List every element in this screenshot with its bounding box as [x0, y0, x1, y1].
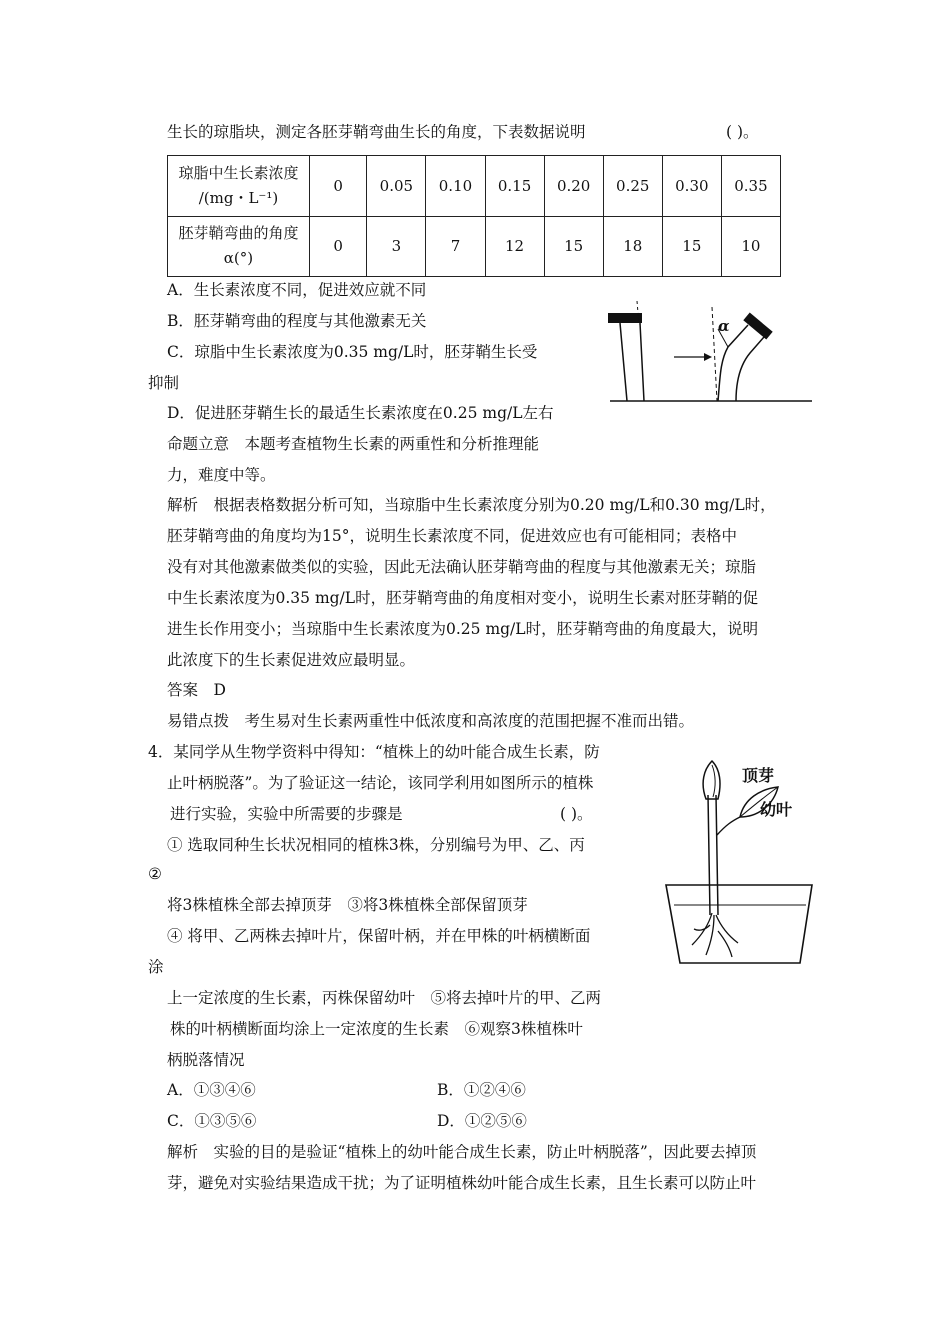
table-cell: 3 — [367, 216, 426, 277]
plant-figure — [660, 755, 820, 970]
table-cell: 0.30 — [662, 156, 721, 217]
q4-step-4-5: 柄脱落情况 — [167, 1051, 245, 1069]
roots — [692, 913, 738, 957]
q3-analysis-1: 解析 根据表格数据分析可知，当琼脂中生长素浓度分别为0.20 mg/L和0.30 mg/L时， — [167, 496, 776, 514]
q4-option-a: A．①③④⑥ — [167, 1081, 256, 1099]
q4-analysis-2: 芽，避免对实验结果造成干扰；为了证明植株幼叶能合成生长素，且生长素可以防止叶 — [167, 1174, 757, 1192]
table-cell: 18 — [603, 216, 662, 277]
q3-intent: 命题立意 本题考查植物生长素的两重性和分析推理能 — [167, 435, 540, 453]
table-cell: 0.15 — [485, 156, 544, 217]
plant-stem — [708, 795, 718, 915]
label-young-leaf: 幼叶 — [760, 800, 793, 819]
q4-step-4-4: 株的叶柄横断面均涂上一定浓度的生长素 ⑥观察3株植株叶 — [170, 1020, 583, 1038]
q4-option-d: D．①②⑤⑥ — [437, 1112, 527, 1130]
q3-option-a: A．生长素浓度不同，促进效应就不同 — [167, 281, 427, 299]
table-cell: 0 — [309, 156, 366, 217]
coleoptile-figure — [600, 295, 825, 410]
dashed-reference-right — [712, 307, 717, 401]
q3-analysis-5: 进生长作用变小；当琼脂中生长素浓度为0.25 mg/L时，胚芽鞘弯曲的角度最大，说明 — [167, 620, 759, 638]
data-table — [167, 155, 781, 277]
coleoptile-straight — [620, 323, 644, 401]
q4-step-2: 将3株植株全部去掉顶芽 ③将3株植株全部保留顶芽 — [167, 896, 528, 914]
q4-step-4-3: 上一定浓度的生长素，丙株保留幼叶 ⑤将去掉叶片的甲、乙两 — [167, 989, 602, 1007]
q3-intent-cont: 力，难度中等。 — [167, 466, 276, 484]
table-cell: 12 — [485, 216, 544, 277]
table-cell: 0.10 — [426, 156, 485, 217]
coleoptile-bent-right-edge — [736, 337, 764, 401]
arrow-head-icon — [704, 353, 712, 361]
bud-detail — [712, 765, 715, 797]
q3-analysis-6: 此浓度下的生长素促进效应最明显。 — [167, 651, 416, 669]
q4-analysis-1: 解析 实验的目的是验证“植株上的幼叶能合成生长素，防止叶柄脱落”，因此要去掉顶 — [167, 1143, 757, 1161]
row1-header — [168, 156, 310, 217]
row1-header-line1: 琼脂中生长素浓度 — [178, 163, 299, 182]
q4-stem-1: 4．某同学从生物学资料中得知：“植株上的幼叶能合成生长素，防 — [148, 743, 600, 761]
row2-header-line2: α(°) — [223, 249, 254, 268]
table-cell: 0.25 — [603, 156, 662, 217]
q4-option-b: B．①②④⑥ — [437, 1081, 526, 1099]
table-cell: 0.20 — [544, 156, 603, 217]
q4-answer-paren: ( )。 — [560, 805, 593, 823]
row2-header — [168, 216, 310, 277]
q4-step-1: ① 选取同种生长状况相同的植株3株，分别编号为甲、乙、丙 — [167, 836, 585, 854]
q4-step-2-mark: ② — [148, 865, 162, 883]
q3-option-b: B．胚芽鞘弯曲的程度与其他激素无关 — [167, 312, 427, 330]
q4-step-4-2: 涂 — [148, 958, 164, 976]
pot-outline — [666, 885, 812, 963]
row2-header-line1: 胚芽鞘弯曲的角度 — [178, 224, 299, 243]
table-cell: 7 — [426, 216, 485, 277]
alpha-label: α — [718, 317, 730, 335]
label-apical-bud: 顶芽 — [742, 766, 775, 785]
q3-option-c: C．琼脂中生长素浓度为0.35 mg/L时，胚芽鞘生长受 — [167, 343, 538, 361]
row1-header-line2: /(mg・L⁻¹) — [198, 188, 279, 207]
q3-option-d: D．促进胚芽鞘生长的最适生长素浓度在0.25 mg/L左右 — [167, 404, 554, 422]
q3-analysis-3: 没有对其他激素做类似的实验，因此无法确认胚芽鞘弯曲的程度与其他激素无关；琼脂 — [167, 558, 757, 576]
q3-answer: 答案 D — [167, 681, 226, 699]
table-row — [168, 216, 781, 277]
table-cell: 15 — [544, 216, 603, 277]
q3-analysis-4: 中生长素浓度为0.35 mg/L时，胚芽鞘弯曲的角度相对变小，说明生长素对胚芽鞘的促 — [167, 589, 759, 607]
q3-option-c-cont: 抑制 — [148, 374, 180, 392]
agar-block-left — [608, 313, 642, 323]
table-row — [168, 156, 781, 217]
petiole — [717, 817, 740, 835]
q4-step-4-1: ④ 将甲、乙两株去掉叶片，保留叶柄，并在甲株的叶柄横断面 — [167, 927, 591, 945]
table-cell: 0 — [309, 216, 366, 277]
q4-option-c: C．①③⑤⑥ — [167, 1112, 257, 1130]
intro-line: 生长的琼脂块，测定各胚芽鞘弯曲生长的角度，下表数据说明 — [167, 123, 586, 141]
table-cell: 0.05 — [367, 156, 426, 217]
intro-answer-paren: ( )。 — [726, 123, 759, 141]
apical-bud-icon — [703, 761, 720, 799]
q4-stem-3: 进行实验，实验中所需要的步骤是 — [170, 805, 403, 823]
q3-analysis-2: 胚芽鞘弯曲的角度均为15°，说明生长素浓度不同，促进效应也有可能相同；表格中 — [167, 527, 737, 545]
q4-stem-2: 止叶柄脱落”。为了验证这一结论，该同学利用如图所示的植株 — [167, 774, 594, 792]
q3-pitfall: 易错点拨 考生易对生长素两重性中低浓度和高浓度的范围把握不准而出错。 — [167, 712, 695, 730]
table-cell: 10 — [721, 216, 780, 277]
table-cell: 0.35 — [721, 156, 780, 217]
table-cell: 15 — [662, 216, 721, 277]
